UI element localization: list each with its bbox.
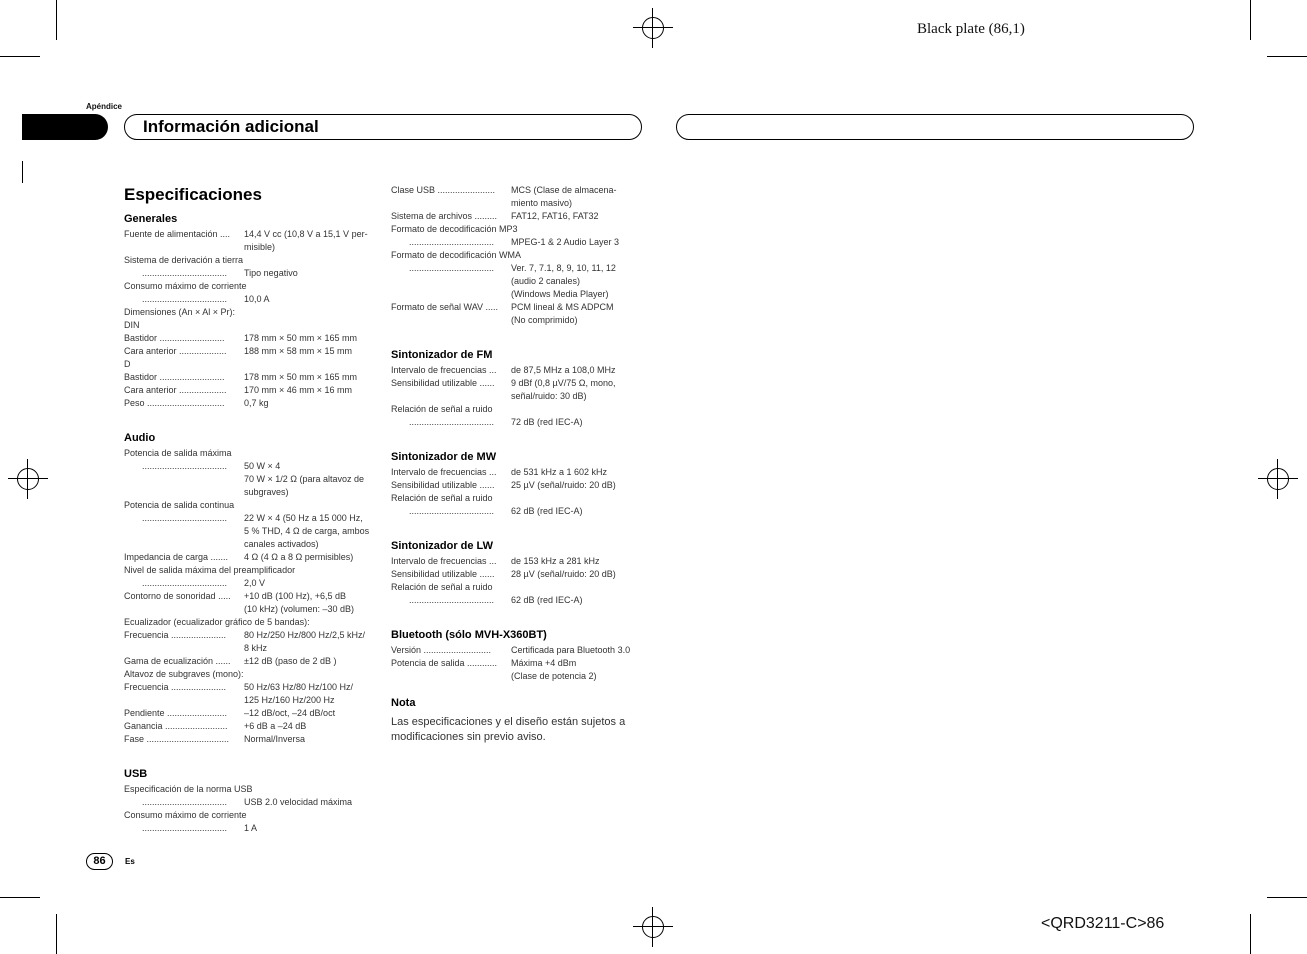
spec-section — [391, 349, 641, 429]
crop-mark — [1250, 914, 1251, 954]
spec-row — [391, 210, 641, 223]
spec-row — [124, 447, 374, 460]
spec-value: 62 dB (red IEC-A) — [511, 595, 583, 605]
spec-label: Peso ............................... — [124, 398, 225, 408]
spec-section — [391, 184, 641, 327]
spec-value: MCS (Clase de almacena- — [511, 185, 617, 195]
spec-label: Clase USB ....................... — [391, 185, 496, 195]
spec-label — [391, 314, 511, 327]
spec-value: 9 dBf (0,8 µV/75 Ω, mono, — [511, 378, 616, 388]
spec-label: .................................. — [409, 237, 495, 247]
spec-value: 50 Hz/63 Hz/80 Hz/100 Hz/ — [244, 682, 354, 692]
left-spec-column — [124, 213, 374, 857]
spec-row — [124, 809, 374, 822]
spec-value: 25 µV (señal/ruido: 20 dB) — [511, 480, 616, 490]
spec-section-heading: Sintonizador de MW — [391, 451, 497, 463]
spec-label — [124, 538, 244, 551]
spec-row — [124, 525, 374, 538]
spec-row — [124, 629, 374, 642]
spec-label: .................................. — [409, 263, 495, 273]
page-number-badge: 86 — [86, 853, 113, 870]
spec-row — [391, 555, 641, 568]
spec-value: 28 µV (señal/ruido: 20 dB) — [511, 569, 616, 579]
crop-mark — [56, 0, 57, 40]
crop-mark — [0, 897, 40, 898]
spec-row — [391, 223, 641, 236]
spec-row — [124, 384, 374, 397]
spec-label — [124, 642, 244, 655]
spec-section — [124, 213, 374, 410]
registration-mark-right — [1258, 459, 1298, 499]
spec-label: Bastidor .......................... — [124, 333, 225, 343]
spec-label: .................................. — [409, 417, 495, 427]
spec-value: 5 % THD, 4 Ω de carga, ambos — [244, 526, 370, 536]
spec-value: 72 dB (red IEC-A) — [511, 417, 583, 427]
spec-row — [391, 184, 641, 197]
spec-row — [391, 644, 641, 657]
spec-value: 170 mm × 46 mm × 16 mm — [244, 385, 353, 395]
spec-label: Cara anterior ................... — [124, 346, 227, 356]
spec-row — [391, 594, 641, 607]
spec-label — [124, 694, 244, 707]
spec-label: .................................. — [142, 294, 228, 304]
spec-label: Sistema de archivos ......... — [391, 211, 498, 221]
spec-label: Fase ................................. — [124, 734, 230, 744]
spec-label: .................................. — [142, 797, 228, 807]
spec-section-heading: Bluetooth (sólo MVH-X360BT) — [391, 629, 547, 641]
spec-section-heading: Sintonizador de LW — [391, 540, 494, 552]
spec-row — [124, 822, 374, 835]
spec-row — [391, 236, 641, 249]
spec-value: de 153 kHz a 281 kHz — [511, 556, 600, 566]
spec-value: 62 dB (red IEC-A) — [511, 506, 583, 516]
spec-value: Certificada para Bluetooth 3.0 — [511, 645, 631, 655]
spec-value: 178 mm × 50 mm × 165 mm — [244, 372, 358, 382]
spec-label: Versión ........................... — [391, 645, 492, 655]
spec-value: 125 Hz/160 Hz/200 Hz — [244, 695, 335, 705]
spec-label: Intervalo de frecuencias ... — [391, 467, 497, 477]
spec-label: Nivel de salida máxima del preamplificador — [124, 565, 296, 575]
spec-value: 50 W × 4 — [244, 461, 281, 471]
spec-label — [391, 288, 511, 301]
spec-label: Formato de decodificación MP3 — [391, 224, 518, 234]
spec-row — [124, 733, 374, 746]
spec-label: Consumo máximo de corriente — [124, 281, 247, 291]
spec-row — [124, 668, 374, 681]
spec-label: Impedancia de carga ....... — [124, 552, 229, 562]
spec-label: Pendiente ........................ — [124, 708, 228, 718]
spec-value: Máxima +4 dBm — [511, 658, 577, 668]
spec-row — [124, 228, 374, 241]
spec-label: Gama de ecualización ...... — [124, 656, 231, 666]
crop-mark — [0, 56, 40, 57]
spec-value: miento masivo) — [511, 198, 573, 208]
spec-value: 10,0 A — [244, 294, 270, 304]
spec-label — [124, 473, 244, 486]
spec-label: Formato de decodificación WMA — [391, 250, 522, 260]
spec-label: Frecuencia ...................... — [124, 682, 227, 692]
spec-label: .................................. — [142, 268, 228, 278]
language-code: Es — [125, 857, 135, 866]
spec-label: Relación de señal a ruido — [391, 493, 493, 503]
spec-label: .................................. — [142, 461, 228, 471]
spec-value: FAT12, FAT16, FAT32 — [511, 211, 599, 221]
spec-label: Potencia de salida continua — [124, 500, 235, 510]
spec-row — [124, 694, 374, 707]
spec-row — [391, 262, 641, 275]
spec-label: .................................. — [142, 513, 228, 523]
plate-label: Black plate (86,1) — [917, 21, 1025, 37]
spec-value: 1 A — [244, 823, 258, 833]
note-title: Nota — [391, 697, 416, 709]
spec-label — [124, 603, 244, 616]
spec-row — [391, 288, 641, 301]
spec-label — [124, 486, 244, 499]
spec-value: señal/ruido: 30 dB) — [511, 391, 587, 401]
spec-value: 70 W × 1/2 Ω (para altavoz de — [244, 474, 365, 484]
note-text: Las especificaciones y el diseño están sujetos a modificaciones sin previo aviso. — [391, 716, 626, 743]
spec-row — [391, 314, 641, 327]
spec-label: Relación de señal a ruido — [391, 582, 493, 592]
registration-mark-left — [8, 459, 48, 499]
spec-label: DIN — [124, 320, 140, 330]
spec-row — [391, 492, 641, 505]
spec-label — [391, 197, 511, 210]
spec-row — [124, 551, 374, 564]
crop-mark — [1250, 0, 1251, 40]
spec-label: Ganancia ......................... — [124, 721, 228, 731]
spec-value: PCM lineal & MS ADPCM — [511, 302, 614, 312]
spec-row — [391, 657, 641, 670]
spec-row — [124, 603, 374, 616]
spec-value: Tipo negativo — [244, 268, 298, 278]
spec-value: 14,4 V cc (10,8 V a 15,1 V per- — [244, 229, 368, 239]
spec-row — [124, 371, 374, 384]
spec-label: Cara anterior ................... — [124, 385, 227, 395]
spec-value: +6 dB a –24 dB — [244, 721, 307, 731]
spec-value: Normal/Inversa — [244, 734, 306, 744]
spec-label: Consumo máximo de corriente — [124, 810, 247, 820]
section-title-pill — [124, 114, 642, 140]
spec-row — [124, 345, 374, 358]
spec-label: .................................. — [142, 578, 228, 588]
spec-row — [124, 460, 374, 473]
spec-label: Sensibilidad utilizable ...... — [391, 480, 495, 490]
spec-section-heading: Sintonizador de FM — [391, 349, 493, 361]
spec-label: Dimensiones (An × Al × Pr): — [124, 307, 236, 317]
spec-row — [124, 486, 374, 499]
spec-row — [391, 403, 641, 416]
spec-label — [391, 390, 511, 403]
spec-section-heading: Audio — [124, 432, 156, 444]
spec-label — [124, 241, 244, 254]
registration-mark-bottom — [633, 907, 673, 947]
spec-value: 188 mm × 58 mm × 15 mm — [244, 346, 353, 356]
spec-row — [124, 707, 374, 720]
spec-label: Frecuencia ...................... — [124, 630, 227, 640]
spec-label: Sensibilidad utilizable ...... — [391, 569, 495, 579]
spec-label: Fuente de alimentación .... — [124, 229, 231, 239]
registration-mark-top — [633, 8, 673, 48]
spec-row — [124, 577, 374, 590]
spec-row — [391, 466, 641, 479]
spec-row — [124, 293, 374, 306]
spec-row — [124, 306, 374, 319]
spec-row — [124, 499, 374, 512]
spec-section — [124, 432, 374, 746]
spec-row — [124, 655, 374, 668]
right-title-pill — [676, 114, 1194, 140]
crop-mark — [1267, 56, 1307, 57]
margin-rule — [22, 161, 23, 183]
section-title: Información adicional — [143, 117, 319, 136]
spec-value: subgraves) — [244, 487, 289, 497]
spec-row — [391, 505, 641, 518]
spec-label: Contorno de sonoridad ..... — [124, 591, 231, 601]
spec-row — [124, 397, 374, 410]
spec-label: Especificación de la norma USB — [124, 784, 253, 794]
spec-value: (No comprimido) — [511, 315, 578, 325]
spec-label: .................................. — [409, 506, 495, 516]
spec-row — [124, 241, 374, 254]
spec-row — [124, 616, 374, 629]
spec-row — [124, 473, 374, 486]
spec-value: (audio 2 canales) — [511, 276, 581, 286]
spec-row — [391, 670, 641, 683]
spec-value: MPEG-1 & 2 Audio Layer 3 — [511, 237, 620, 247]
spec-row — [124, 720, 374, 733]
spec-label: Intervalo de frecuencias ... — [391, 556, 497, 566]
spec-label: Relación de señal a ruido — [391, 404, 493, 414]
crop-mark — [56, 914, 57, 954]
spec-value: misible) — [244, 242, 276, 252]
spec-value: (Clase de potencia 2) — [511, 671, 597, 681]
right-spec-column — [391, 184, 641, 745]
spec-row — [391, 364, 641, 377]
spec-value: de 531 kHz a 1 602 kHz — [511, 467, 608, 477]
spec-row — [391, 390, 641, 403]
spec-label: .................................. — [409, 595, 495, 605]
spec-row — [391, 377, 641, 390]
spec-row — [124, 796, 374, 809]
spec-value: Ver. 7, 7.1, 8, 9, 10, 11, 12 — [511, 263, 616, 273]
spec-label: Potencia de salida máxima — [124, 448, 232, 458]
spec-row — [391, 197, 641, 210]
spec-row — [124, 538, 374, 551]
spec-value: (10 kHz) (volumen: –30 dB) — [244, 604, 355, 614]
spec-label: Intervalo de frecuencias ... — [391, 365, 497, 375]
spec-value: 80 Hz/250 Hz/800 Hz/2,5 kHz/ — [244, 630, 366, 640]
spec-label: Ecualizador (ecualizador gráfico de 5 bandas): — [124, 617, 310, 627]
spec-value: de 87,5 MHz a 108,0 MHz — [511, 365, 616, 375]
spec-section — [391, 540, 641, 607]
spec-row — [391, 416, 641, 429]
spec-value: (Windows Media Player) — [511, 289, 609, 299]
spec-value: USB 2.0 velocidad máxima — [244, 797, 353, 807]
spec-value: ±12 dB (paso de 2 dB ) — [244, 656, 337, 666]
spec-section — [391, 451, 641, 518]
spec-row — [124, 512, 374, 525]
spec-value: 22 W × 4 (50 Hz a 15 000 Hz, — [244, 513, 363, 523]
spec-label: .................................. — [142, 823, 228, 833]
spec-value: 178 mm × 50 mm × 165 mm — [244, 333, 358, 343]
spec-row — [391, 275, 641, 288]
spec-value: 8 kHz — [244, 643, 268, 653]
spec-row — [391, 479, 641, 492]
spec-value: 2,0 V — [244, 578, 266, 588]
document-code: <QRD3211-C>86 — [1041, 915, 1165, 932]
section-tab — [22, 114, 108, 140]
spec-value: 0,7 kg — [244, 398, 269, 408]
spec-label — [391, 275, 511, 288]
spec-value: canales activados) — [244, 539, 319, 549]
spec-row — [391, 301, 641, 314]
spec-row — [124, 358, 374, 371]
spec-row — [124, 681, 374, 694]
spec-label — [124, 525, 244, 538]
spec-label: D — [124, 359, 131, 369]
spec-row — [124, 280, 374, 293]
spec-value: –12 dB/oct, –24 dB/oct — [244, 708, 336, 718]
spec-section-heading: Generales — [124, 213, 178, 225]
spec-label: Bastidor .......................... — [124, 372, 225, 382]
spec-row — [391, 249, 641, 262]
spec-label — [391, 670, 511, 683]
spec-row — [124, 332, 374, 345]
spec-row — [124, 642, 374, 655]
spec-row — [124, 564, 374, 577]
spec-section-heading: USB — [124, 768, 148, 780]
spec-value: +10 dB (100 Hz), +6,5 dB — [244, 591, 347, 601]
spec-row — [124, 319, 374, 332]
spec-label: Sensibilidad utilizable ...... — [391, 378, 495, 388]
spec-section — [391, 629, 641, 683]
spec-label: Formato de señal WAV ..... — [391, 302, 499, 312]
note-block — [391, 697, 641, 745]
page-title: Especificaciones — [124, 185, 262, 204]
spec-row — [391, 581, 641, 594]
appendix-label: Apéndice — [86, 102, 123, 111]
spec-row — [124, 783, 374, 796]
spec-label: Sistema de derivación a tierra — [124, 255, 244, 265]
spec-label: Potencia de salida ............ — [391, 658, 498, 668]
spec-row — [391, 568, 641, 581]
spec-row — [124, 267, 374, 280]
spec-value: 4 Ω (4 Ω a 8 Ω permisibles) — [244, 552, 354, 562]
spec-row — [124, 590, 374, 603]
spec-label: Altavoz de subgraves (mono): — [124, 669, 244, 679]
spec-section — [124, 768, 374, 835]
crop-mark — [1267, 897, 1307, 898]
spec-row — [124, 254, 374, 267]
